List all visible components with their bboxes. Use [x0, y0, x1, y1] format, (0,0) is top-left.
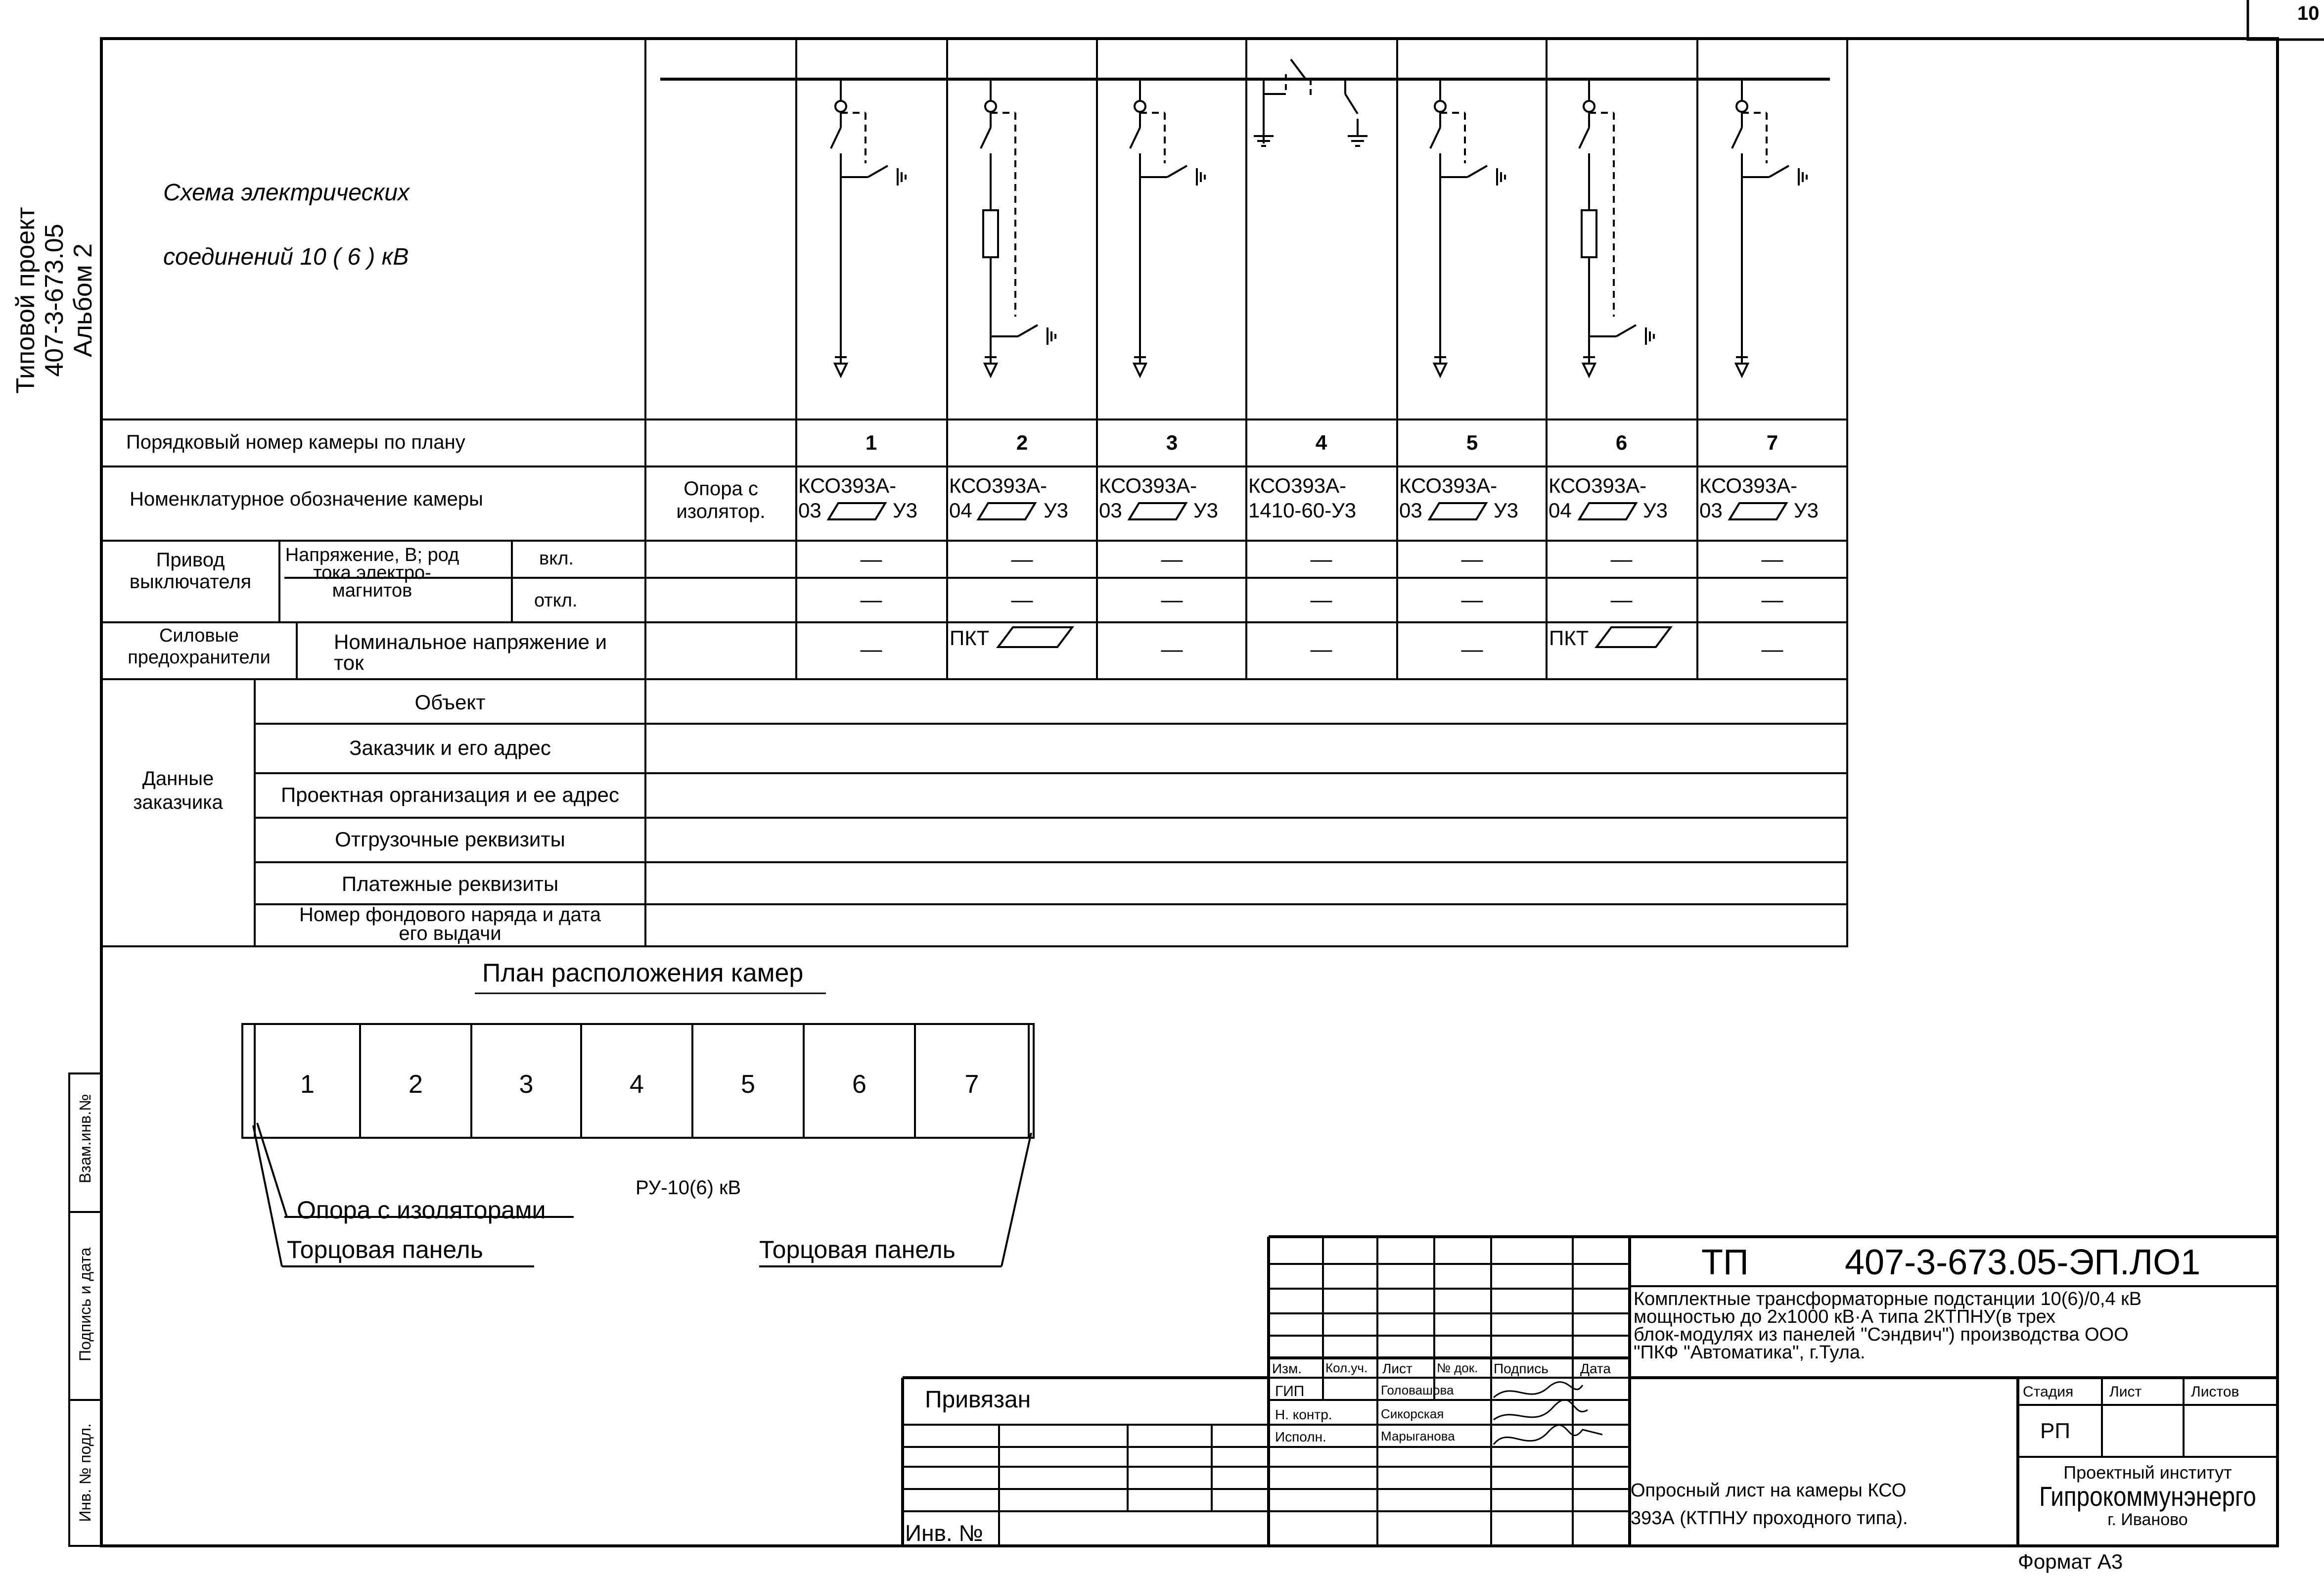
nkontr-name: Сикорская	[1381, 1406, 1444, 1421]
nkontr-label: Н. контр.	[1275, 1407, 1332, 1422]
electrical-scheme	[660, 59, 1830, 376]
customer-object: Объект	[414, 691, 486, 714]
camera-nomenclature-line2a: 03	[798, 499, 821, 522]
camera-nomenclature-line1: КСО393А-	[1099, 474, 1197, 497]
fuses-label-2: предохранители	[128, 647, 271, 668]
voltage-label-2: тока электро-	[313, 562, 431, 583]
stamp-description	[1634, 1290, 2142, 1361]
fuses-rating-2: ток	[334, 651, 364, 674]
col-podpis: Подпись	[1494, 1361, 1549, 1376]
transformer-cell-6	[1579, 79, 1654, 376]
camera-drive-off: —	[1011, 588, 1033, 612]
stadia-label: Стадия	[2023, 1384, 2074, 1400]
camera-nomenclature-line2a: 1410-60-У3	[1248, 499, 1357, 522]
sectional-cell-4	[1254, 59, 1367, 146]
col-koluch: Кол.уч.	[1325, 1360, 1368, 1375]
plan-cell-number: 6	[852, 1070, 866, 1099]
camera-nomenclature-line2b: У3	[1643, 499, 1668, 522]
plan-cell-number: 7	[964, 1070, 979, 1099]
feeder-cell-7	[1732, 79, 1807, 376]
listov-label: Листов	[2191, 1384, 2239, 1400]
plan-cell-number: 5	[741, 1070, 755, 1099]
plan-cell-number: 1	[300, 1070, 315, 1099]
camera-number: 7	[1766, 431, 1778, 454]
camera-drive-on: —	[1161, 547, 1183, 571]
stamp-desc-4: "ПКФ "Автоматика", г.Тула.	[1634, 1342, 1866, 1363]
drive-label-1: Привод	[156, 549, 225, 571]
drive-label-2: выключателя	[129, 571, 252, 593]
customer-fund-order-1: Номер фондового наряда и дата	[299, 904, 601, 926]
ru-label: РУ-10(6) кВ	[636, 1177, 741, 1199]
org-line-1: Проектный институт	[2063, 1462, 2232, 1483]
org-line-3: г. Иваново	[2107, 1510, 2188, 1529]
ispoln-name: Марыганова	[1381, 1429, 1455, 1443]
camera-number: 4	[1315, 431, 1327, 454]
table-marks	[828, 503, 1786, 650]
voltage-label	[282, 546, 462, 600]
side-stamp-podpis: Подпись и дата	[76, 1247, 94, 1361]
camera-fuse: —	[860, 637, 882, 661]
fuses-rating-1: Номинальное напряжение и	[334, 630, 607, 653]
transformer-cell-2	[981, 79, 1055, 376]
scheme-title-2: соединений 10 ( 6 ) кВ	[163, 244, 409, 270]
col-izm: Изм.	[1272, 1361, 1302, 1376]
drive-label	[101, 549, 279, 593]
privyazan-label: Привязан	[925, 1387, 1031, 1413]
list-label: Лист	[2109, 1384, 2142, 1400]
on-label: вкл.	[539, 548, 574, 569]
camera-nomenclature-line2a: 04	[1549, 499, 1572, 522]
camera-drive-off: —	[1461, 588, 1483, 612]
col-ndoc: № док.	[1437, 1360, 1478, 1375]
page-number: 10	[2297, 2, 2320, 24]
ispoln-label: Исполн.	[1275, 1429, 1326, 1444]
side-stamp-vzam: Взам.инв.№	[76, 1094, 94, 1184]
camera-nomenclature-line2a: 03	[1699, 499, 1723, 522]
camera-fuse: —	[1310, 637, 1332, 661]
row-label-nomenclature: Номенклатурное обозначение камеры	[130, 488, 483, 510]
camera-nomenclature-line2a: 04	[949, 499, 972, 522]
camera-nomenclature-line2b: У3	[1193, 499, 1219, 522]
camera-drive-on: —	[1761, 547, 1783, 571]
end-panel-right-label: Торцовая панель	[759, 1236, 956, 1263]
camera-number: 1	[865, 431, 877, 454]
voltage-label-3: магнитов	[332, 580, 412, 601]
stamp-desc-3: блок-модулях из панелей "Сэндвич") производства ООО	[1634, 1324, 2129, 1345]
camera-number: 6	[1615, 431, 1628, 454]
org-line-2: Гипрокоммунэнерго	[2039, 1480, 2256, 1512]
voltage-label-1: Напряжение, В; род	[285, 545, 459, 565]
stamp-desc-1: Комплектные трансформаторные подстанции 10(6)/0,4 кВ	[1634, 1289, 2142, 1309]
camera-fuse: ПКТ	[1549, 626, 1589, 650]
support-label-1: Опора с	[684, 478, 758, 500]
stadia-value: РП	[2040, 1419, 2070, 1443]
gip-label: ГИП	[1275, 1383, 1305, 1399]
format-label: Формат А3	[2018, 1550, 2123, 1573]
sheet-title-1: Опросный лист на камеры КСО	[1631, 1480, 1907, 1501]
side-title-line3: Альбом 2	[69, 243, 97, 357]
side-title	[11, 152, 97, 449]
customer-fund-order	[255, 905, 645, 943]
camera-fuse: ПКТ	[950, 626, 990, 650]
support-insulators-label: Опора с изоляторами	[297, 1196, 546, 1224]
camera-drive-off: —	[1761, 588, 1783, 612]
feeder-cell-3	[1130, 79, 1205, 376]
side-title-line1: Типовой проект	[11, 207, 40, 394]
camera-nomenclature-line1: КСО393А-	[1549, 474, 1647, 497]
camera-nomenclature-line2b: У3	[1794, 499, 1819, 522]
feeder-cell-1	[831, 79, 906, 376]
camera-drive-on: —	[1310, 547, 1332, 571]
col-data: Дата	[1580, 1361, 1611, 1376]
col-list: Лист	[1382, 1361, 1413, 1376]
camera-fuse: —	[1761, 637, 1783, 661]
plan-cell-number: 4	[630, 1070, 644, 1099]
camera-nomenclature-line2a: 03	[1399, 499, 1422, 522]
customer-group-label	[101, 767, 255, 814]
scheme-title: Схема электрических	[163, 180, 410, 206]
customer-fund-order-2: его выдачи	[399, 923, 501, 944]
feeder-cell-5	[1430, 79, 1505, 376]
camera-drive-on: —	[1011, 547, 1033, 571]
plan-cell-number: 3	[519, 1070, 534, 1099]
customer-address: Заказчик и его адрес	[349, 736, 551, 759]
off-label: откл.	[534, 590, 578, 611]
camera-nomenclature-line2b: У3	[893, 499, 918, 522]
camera-fuse: —	[1461, 637, 1483, 661]
gip-name: Головашова	[1381, 1383, 1454, 1397]
fuses-label	[101, 625, 297, 668]
camera-nomenclature-line1: КСО393А-	[798, 474, 897, 497]
camera-drive-off: —	[1161, 588, 1183, 612]
camera-nomenclature-line2b: У3	[1044, 499, 1069, 522]
customer-design-org: Проектная организация и ее адрес	[280, 783, 620, 806]
end-panel-left-label: Торцовая панель	[287, 1236, 483, 1263]
customer-shipping: Отгрузочные реквизиты	[335, 828, 565, 851]
camera-drive-off: —	[1310, 588, 1332, 612]
camera-nomenclature-line1: КСО393А-	[1399, 474, 1498, 497]
customer-group-2: заказчика	[133, 792, 223, 813]
camera-drive-off: —	[860, 588, 882, 612]
inv-no-label: Инв. №	[905, 1520, 983, 1546]
signatures	[1494, 1382, 1602, 1444]
sheet-title-2: 393А (КТПНУ проходного типа).	[1631, 1508, 1908, 1529]
stamp-desc-2: мощностью до 2x1000 кВ·А типа 2КТПНУ(в трех	[1634, 1306, 2056, 1327]
camera-drive-off: —	[1610, 588, 1633, 612]
camera-nomenclature-line1: КСО393А-	[1248, 474, 1347, 497]
fuses-label-1: Силовые	[159, 625, 239, 646]
camera-drive-on: —	[1610, 547, 1633, 571]
camera-number: 3	[1166, 431, 1178, 454]
fuses-rating-label	[334, 632, 607, 673]
camera-drive-on: —	[860, 547, 882, 571]
plan-cell-number: 2	[409, 1070, 423, 1099]
camera-fuse: —	[1161, 637, 1183, 661]
camera-nomenclature-line2b: У3	[1494, 499, 1519, 522]
customer-group-1: Данные	[142, 768, 214, 790]
side-stamp-inv: Инв. № подл.	[76, 1423, 94, 1522]
customer-payment: Платежные реквизиты	[341, 872, 559, 895]
support-label	[648, 477, 794, 523]
camera-number: 5	[1466, 431, 1478, 454]
camera-plan	[242, 993, 1034, 1266]
stamp-code: 407-3-673.05-ЭП.ЛО1	[1845, 1243, 2201, 1282]
support-label-2: изолятор.	[676, 501, 766, 522]
camera-drive-on: —	[1461, 547, 1483, 571]
camera-number: 2	[1016, 431, 1028, 454]
camera-nomenclature-line2a: 03	[1099, 499, 1122, 522]
plan-title: План расположения камер	[482, 959, 804, 987]
stamp-tp: ТП	[1701, 1243, 1749, 1282]
camera-nomenclature-line1: КСО393А-	[949, 474, 1048, 497]
org-name	[2018, 1463, 2278, 1529]
side-title-line2: 407-3-673.05	[40, 224, 69, 377]
row-label-camera-number: Порядковый номер камеры по плану	[126, 431, 465, 453]
sheet-title	[1631, 1477, 1908, 1532]
camera-nomenclature-line1: КСО393А-	[1699, 474, 1798, 497]
